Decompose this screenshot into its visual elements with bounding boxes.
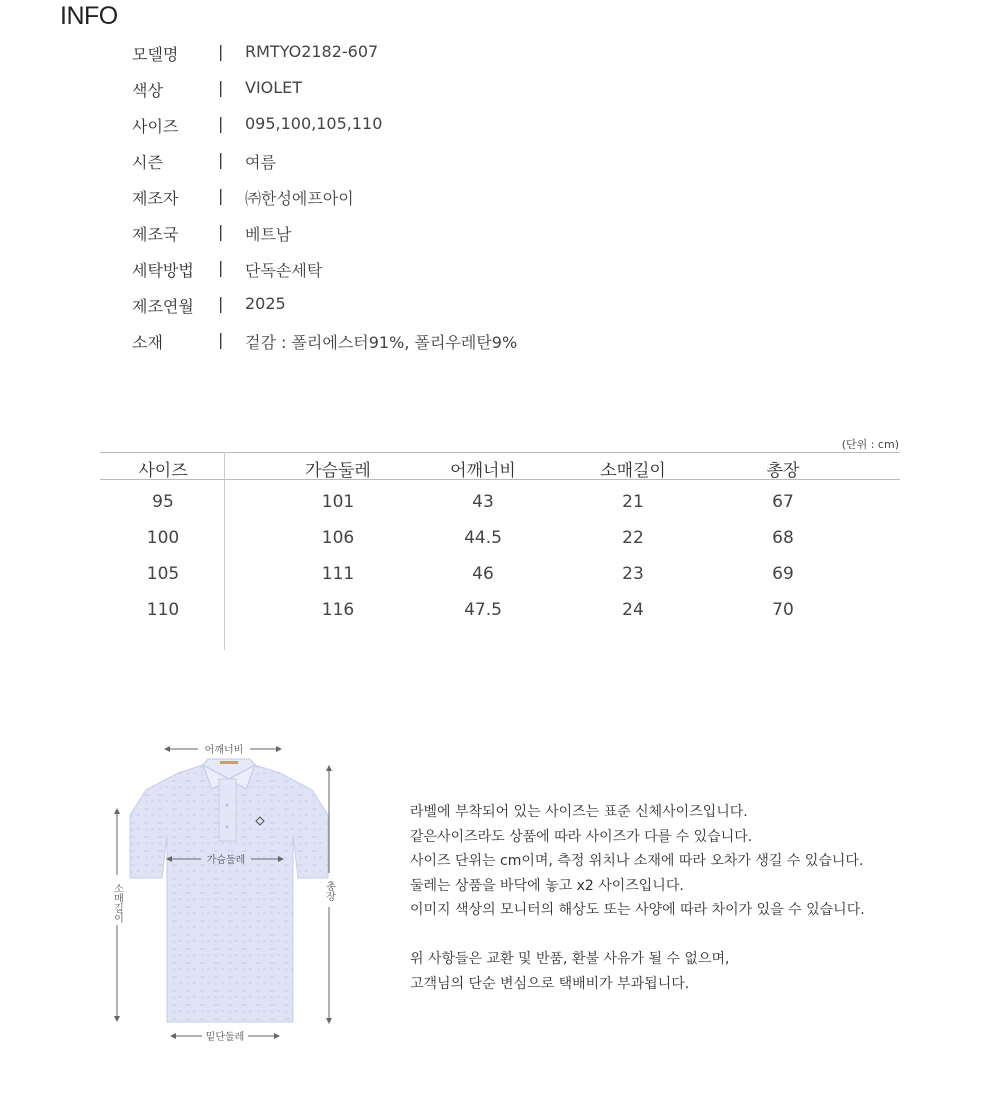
- note-line: 고객님의 단순 변심으로 택배비가 부과됩니다.: [410, 975, 690, 992]
- spec-separator: |: [218, 78, 224, 97]
- spec-separator: |: [218, 186, 224, 205]
- table-top-border: [100, 452, 900, 453]
- shirt-measurement-diagram: [100, 735, 370, 1055]
- note-line: 이미지 색상의 모니터의 해상도 또는 사양에 따라 차이가 있을 수 있습니다.: [410, 902, 865, 918]
- spec-label: 시즌: [132, 153, 163, 172]
- sleeve-label: 소매길이: [111, 883, 123, 923]
- unit-label: (단위 : cm): [841, 438, 899, 451]
- spec-value: RMTYO2182-607: [245, 42, 379, 61]
- spec-value: 겉감 : 폴리에스터91%, 폴리우레탄9%: [245, 333, 518, 352]
- cell-size: 95: [152, 492, 174, 512]
- hem-arrow: [170, 1030, 280, 1043]
- cell-size: 100: [146, 528, 180, 548]
- shoulder-arrow: [164, 743, 282, 756]
- cell-chest: 101: [321, 492, 355, 512]
- cell-chest: 111: [321, 564, 355, 584]
- spec-separator: |: [218, 258, 224, 277]
- hem-label: 밑단둘레: [205, 1032, 245, 1043]
- spec-separator: |: [218, 330, 224, 349]
- header-shoulder: 어깨너비: [450, 461, 516, 481]
- cell-chest: 116: [321, 600, 355, 620]
- spec-value: 2025: [245, 294, 286, 313]
- sleeve-arrow: [112, 808, 124, 1022]
- spec-label: 세탁방법: [132, 261, 194, 280]
- note-line: 위 사항들은 교환 및 반품, 환불 사유가 될 수 없으며,: [410, 951, 730, 967]
- note-line: 라벨에 부착되어 있는 사이즈는 표준 신체사이즈입니다.: [410, 804, 748, 820]
- spec-separator: |: [218, 150, 224, 169]
- spec-label: 제조자: [132, 189, 179, 208]
- cell-sleeve: 21: [622, 492, 644, 512]
- cell-size: 110: [146, 600, 180, 620]
- cell-length: 69: [772, 564, 794, 584]
- spec-separator: |: [218, 222, 224, 241]
- length-label: 총장: [323, 881, 335, 901]
- spec-value: 단독손세탁: [245, 261, 323, 280]
- spec-label: 사이즈: [132, 117, 179, 136]
- cell-shoulder: 47.5: [464, 600, 502, 620]
- cell-sleeve: 24: [622, 600, 644, 620]
- header-chest: 가슴둘레: [305, 461, 371, 481]
- cell-length: 68: [772, 528, 794, 548]
- shoulder-label: 어깨너비: [204, 745, 244, 756]
- spec-label: 색상: [132, 81, 163, 100]
- size-notes: [410, 800, 865, 996]
- spec-value: VIOLET: [245, 78, 303, 97]
- cell-shoulder: 46: [472, 564, 494, 584]
- spec-label: 제조연월: [132, 297, 194, 316]
- cell-sleeve: 22: [622, 528, 644, 548]
- cell-shoulder: 44.5: [464, 528, 502, 548]
- spec-value: 095,100,105,110: [245, 114, 383, 133]
- spec-value: 베트남: [245, 225, 292, 244]
- cell-shoulder: 43: [472, 492, 494, 512]
- spec-value: 여름: [245, 153, 276, 172]
- info-title: INFO: [60, 2, 118, 30]
- spec-value: ㈜한성에프아이: [245, 189, 354, 208]
- cell-chest: 106: [321, 528, 355, 548]
- spec-label: 모델명: [132, 45, 179, 64]
- header-length: 총장: [766, 461, 800, 481]
- cell-sleeve: 23: [622, 564, 644, 584]
- cell-length: 67: [772, 492, 794, 512]
- spec-label: 소재: [132, 333, 163, 352]
- note-line: 사이즈 단위는 cm이며, 측정 위치나 소재에 따라 오차가 생길 수 있습니다.: [410, 853, 864, 869]
- header-size: 사이즈: [138, 461, 188, 481]
- cell-size: 105: [146, 564, 180, 584]
- note-spacer: [410, 923, 865, 948]
- length-arrow: [324, 765, 336, 1024]
- cell-length: 70: [772, 600, 794, 620]
- spec-label: 제조국: [132, 225, 179, 244]
- spec-separator: |: [218, 42, 224, 61]
- spec-separator: |: [218, 294, 224, 313]
- chest-label: 가슴둘레: [206, 855, 246, 866]
- note-line: 같은사이즈라도 상품에 따라 사이즈가 다를 수 있습니다.: [410, 828, 753, 845]
- table-column-divider: [224, 452, 225, 650]
- header-sleeve: 소매길이: [600, 461, 666, 481]
- note-line: 둘레는 상품을 바닥에 놓고 x2 사이즈입니다.: [410, 877, 684, 894]
- spec-separator: |: [218, 114, 224, 133]
